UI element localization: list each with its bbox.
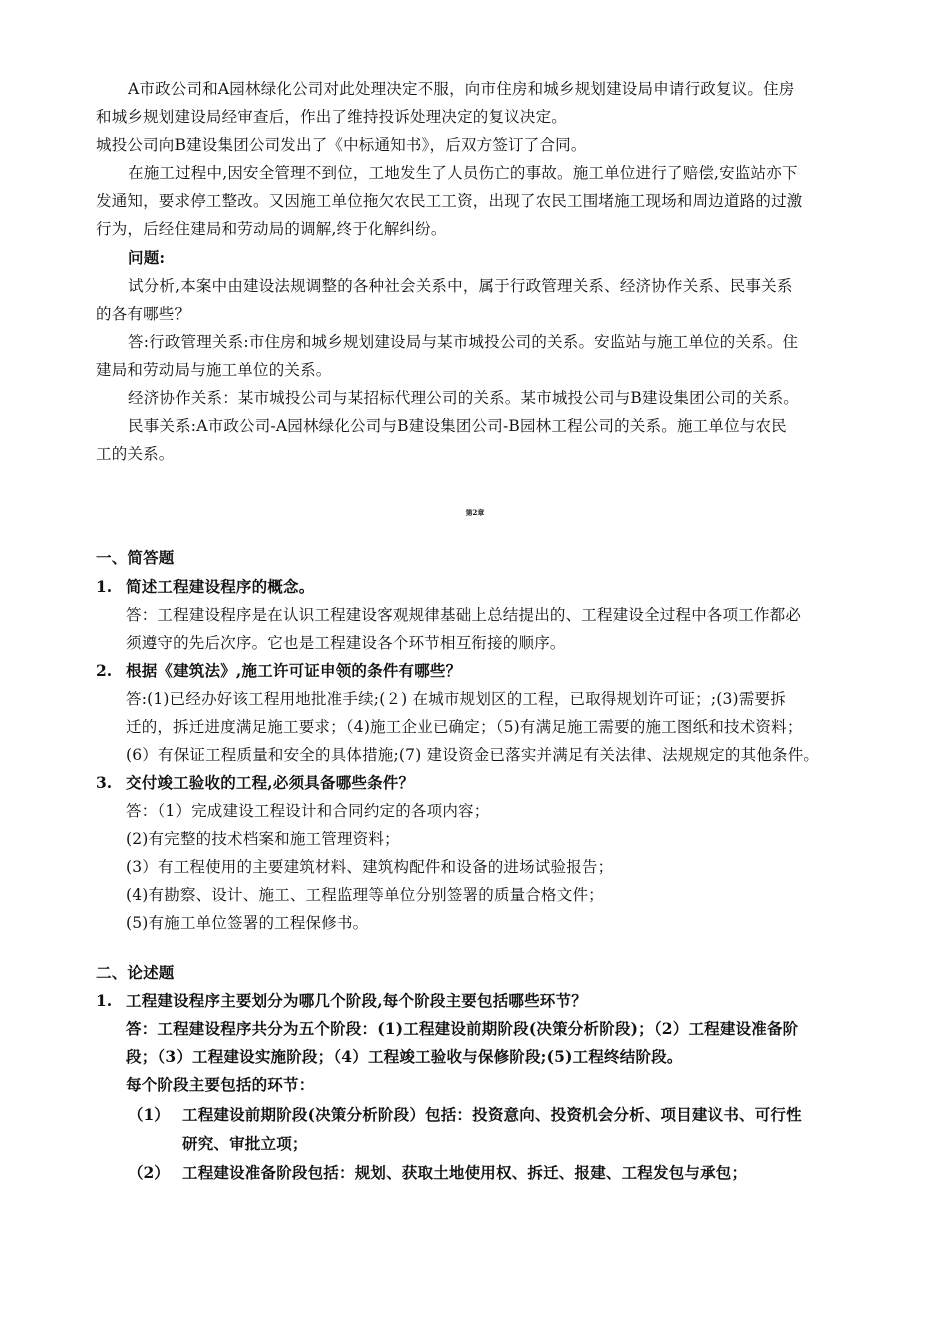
case-paragraph-3-line-1: 在施工过程中,因安全管理不到位，工地发生了人员伤亡的事故。施工单位进行了赔偿,安监站亦下: [128, 164, 798, 182]
answer-economic: 经济协作关系：某市城投公司与某招标代理公司的关系。某市城投公司与B建设集团公司的关系。: [128, 389, 799, 407]
question-label: 问题:: [128, 248, 166, 267]
q3-answer-line-1: 答：（1）完成建设工程设计和合同约定的各项内容；: [126, 802, 490, 820]
section-2-title: 二、论述题: [96, 963, 175, 982]
question-line-1: 试分析,本案中由建设法规调整的各种社会关系中，属于行政管理关系、经济协作关系、民事关系: [128, 277, 793, 295]
d1-text: 工程建设程序主要划分为哪几个阶段,每个阶段主要包括哪些环节？: [126, 991, 587, 1010]
section-1-title: 一、简答题: [96, 548, 175, 567]
q2-answer-line-2: 迁的，拆迁进度满足施工要求；（4)施工企业已确定；（5)有满足施工需要的施工图纸和技术资料；: [126, 718, 803, 736]
question-line-2: 的各有哪些？: [96, 305, 191, 323]
d1-answer-line-2: 段；（3）工程建设实施阶段；（4）工程竣工验收与保修阶段;(5)工程终结阶段。: [126, 1047, 683, 1066]
q2-answer-line-3: (6）有保证工程质量和安全的具体措施;(7) 建设资金已落实并满足有关法律、法规规定的其他条件。: [126, 746, 820, 764]
answer-civil-line-1: 民事关系:A市政公司-A园林绿化公司与B建设集团公司-B园林工程公司的关系。施工单位与农民: [128, 417, 787, 435]
answer-admin-line-2: 建局和劳动局与施工单位的关系。: [96, 361, 332, 379]
q2-number: 2.: [96, 661, 113, 680]
d1-item-1-number: （1）: [128, 1105, 170, 1124]
q3-answer-line-4: (4)有勘察、设计、施工、工程监理等单位分别签署的质量合格文件；: [126, 886, 604, 904]
case-paragraph-1-line-1: A市政公司和A园林绿化公司对此处理决定不服，向市住房和城乡规划建设局申请行政复议。住房: [128, 80, 795, 98]
d1-number: 1.: [96, 991, 113, 1010]
q1-text: 简述工程建设程序的概念。: [126, 577, 315, 596]
q1-number: 1.: [96, 577, 113, 596]
q1-answer-line-2: 须遵守的先后次序。它也是工程建设各个环节相互衔接的顺序。: [126, 634, 566, 652]
q3-number: 3.: [96, 773, 113, 792]
q2-answer-line-1: 答:(1)已经办好该工程用地批准手续;(２) 在城市规划区的工程，已取得规划许可证；;(3)需要拆: [126, 690, 786, 708]
q1-answer-line-1: 答：工程建设程序是在认识工程建设客观规律基础上总结提出的、工程建设全过程中各项工作都必: [126, 606, 802, 624]
d1-item-1-line-2: 研究、审批立项；: [182, 1134, 308, 1153]
chapter-title: 第2章: [465, 508, 485, 517]
answer-civil-line-2: 工的关系。: [96, 445, 175, 463]
case-paragraph-3-line-2: 发通知，要求停工整改。又因施工单位拖欠农民工工资，出现了农民工围堵施工现场和周边道路的过激: [96, 192, 803, 210]
answer-admin-line-1: 答:行政管理关系:市住房和城乡规划建设局与某市城投公司的关系。安监站与施工单位的关系。住: [128, 333, 799, 351]
case-paragraph-2: 城投公司向B建设集团公司发出了《中标通知书》，后双方签订了合同。: [96, 136, 587, 154]
d1-item-2-number: （2）: [128, 1163, 170, 1182]
d1-sub-label: 每个阶段主要包括的环节：: [126, 1075, 315, 1094]
q3-answer-line-5: (5)有施工单位签署的工程保修书。: [126, 914, 369, 932]
case-paragraph-1-line-2: 和城乡规划建设局经审查后，作出了维持投诉处理决定的复议决定。: [96, 108, 568, 126]
d1-answer-line-1: 答：工程建设程序共分为五个阶段：(1)工程建设前期阶段(决策分析阶段)；（2）工程建设准备阶: [126, 1019, 799, 1038]
case-paragraph-3-line-3: 行为，后经住建局和劳动局的调解,终于化解纠纷。: [96, 220, 447, 238]
q2-text: 根据《建筑法》,施工许可证申领的条件有哪些？: [126, 661, 462, 680]
d1-item-1-line-1: 工程建设前期阶段(决策分析阶段）包括：投资意向、投资机会分析、项目建议书、可行性: [182, 1105, 802, 1124]
q3-text: 交付竣工验收的工程,必须具备哪些条件？: [126, 773, 415, 792]
q3-answer-line-2: (2)有完整的技术档案和施工管理资料；: [126, 830, 400, 848]
d1-item-2-line-1: 工程建设准备阶段包括：规划、获取土地使用权、拆迁、报建、工程发包与承包；: [182, 1163, 748, 1182]
q3-answer-line-3: (3）有工程使用的主要建筑材料、建筑构配件和设备的进场试验报告；: [126, 858, 614, 876]
